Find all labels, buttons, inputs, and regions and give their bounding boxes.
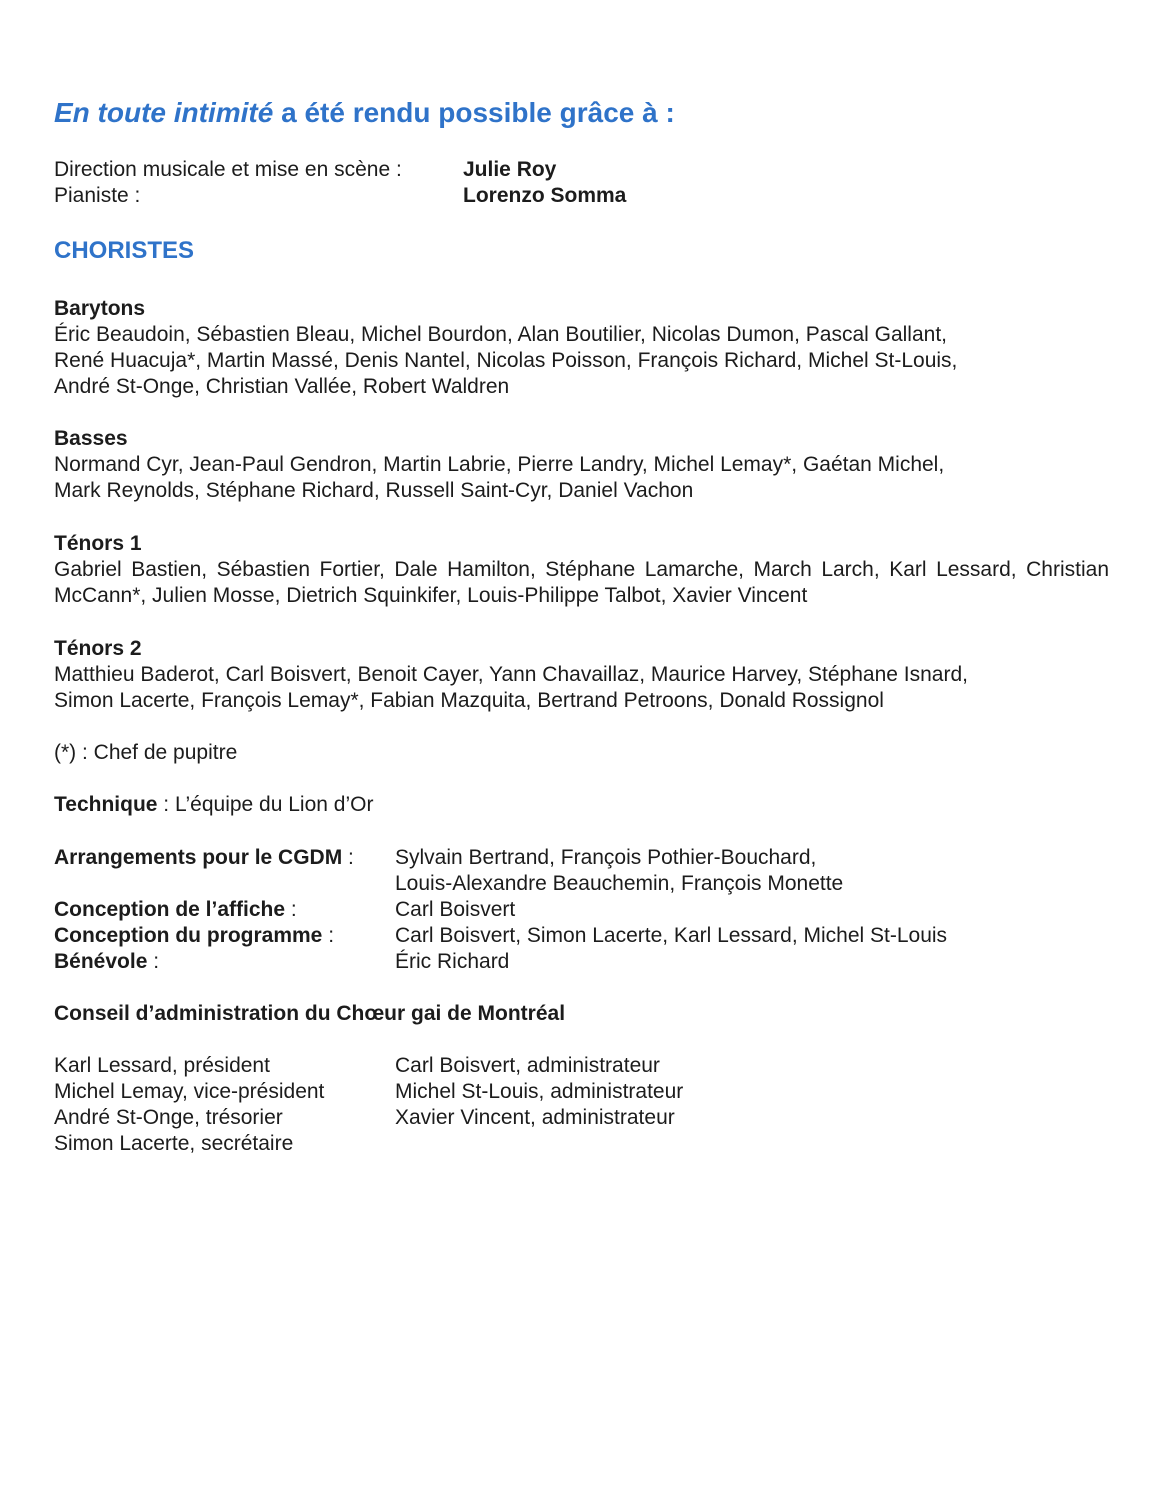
voice-title: Barytons (54, 297, 146, 320)
role-label-wrap (54, 923, 395, 949)
board-member: Xavier Vincent, administrateur (395, 1106, 675, 1129)
credit-row-pianiste (54, 183, 854, 209)
board-member: André St-Onge, trésorier (54, 1106, 283, 1129)
role-row-arrangements (54, 845, 1114, 897)
board-member: Michel Lemay, vice-président (54, 1080, 325, 1103)
voice-section-tenors-2 (54, 636, 1109, 714)
role-label-wrap (54, 845, 395, 897)
role-label: Conception du programme (54, 924, 323, 947)
credit-value: Lorenzo Somma (463, 184, 627, 207)
role-value: Carl Boisvert (395, 898, 516, 921)
technique-credit (54, 792, 373, 818)
board-member: Simon Lacerte, secrétaire (54, 1132, 294, 1155)
board-column-administrators (395, 1053, 736, 1157)
credit-row-direction (54, 157, 854, 183)
credit-label: Direction musicale et mise en scène : (54, 158, 402, 181)
voice-title: Ténors 1 (54, 532, 142, 555)
names-line: Normand Cyr, Jean-Paul Gendron, Martin Labrie, Pierre Landry, Michel Lemay*, Gaétan Michel, (54, 453, 945, 476)
section-heading-choristes: CHORISTES (54, 237, 195, 264)
role-label: Arrangements pour le CGDM (54, 846, 343, 869)
role-label-wrap (54, 897, 395, 923)
technique-label: Technique (54, 793, 158, 816)
technique-separator: : (157, 793, 175, 816)
roles-list (54, 845, 1114, 975)
names-line: Matthieu Baderot, Carl Boisvert, Benoit Cayer, Yann Chavaillaz, Maurice Harvey, Stéphane Isnard, (54, 663, 968, 686)
role-row-affiche (54, 897, 1114, 923)
credit-value: Julie Roy (463, 158, 557, 181)
board-column-officers (54, 1053, 395, 1157)
role-separator: : (147, 950, 160, 973)
role-value: Carl Boisvert, Simon Lacerte, Karl Lessard, Michel St-Louis (395, 924, 948, 947)
role-row-benevole (54, 949, 1114, 975)
voice-section-tenors-1 (54, 531, 1109, 609)
role-row-programme (54, 923, 1114, 949)
board-member: Michel St-Louis, administrateur (395, 1080, 684, 1103)
credits (54, 157, 854, 209)
role-value (395, 845, 843, 897)
names-line: André St-Onge, Christian Vallée, Robert Waldren (54, 375, 510, 398)
voice-title: Basses (54, 427, 128, 450)
board-heading: Conseil d’administration du Chœur gai de Montréal (54, 1002, 566, 1025)
role-label-wrap (54, 949, 395, 975)
names-line: Éric Beaudoin, Sébastien Bleau, Michel Bourdon, Alan Boutilier, Nicolas Dumon, Pascal Gallant, (54, 323, 947, 346)
voice-title: Ténors 2 (54, 637, 142, 660)
role-separator: : (342, 846, 354, 869)
page-title (54, 96, 675, 130)
voice-section-basses (54, 426, 1109, 504)
board-members (54, 1053, 736, 1157)
chef-de-pupitre-note: (*) : Chef de pupitre (54, 741, 238, 764)
show-title: En toute intimité (54, 97, 274, 128)
role-value-line: Louis-Alexandre Beauchemin, François Monette (395, 872, 844, 895)
role-value: Éric Richard (395, 950, 510, 973)
role-separator: : (322, 924, 335, 947)
voice-section-barytons (54, 296, 1109, 400)
names-paragraph: Gabriel Bastien, Sébastien Fortier, Dale Hamilton, Stéphane Lamarche, March Larch, Karl Lessard, Christian McCann*, Julien Mosse, Dietrich Squinkifer, Louis-Philippe Talbot, Xavier Vincent (54, 558, 1109, 607)
role-separator: : (285, 898, 297, 921)
names-line: René Huacuja*, Martin Massé, Denis Nantel, Nicolas Poisson, François Richard, Michel St-Louis, (54, 349, 958, 372)
board-member: Carl Boisvert, administrateur (395, 1054, 660, 1077)
technique-value: L’équipe du Lion d’Or (174, 793, 374, 816)
names-line: Simon Lacerte, François Lemay*, Fabian Mazquita, Bertrand Petroons, Donald Rossignol (54, 689, 884, 712)
names-line: Mark Reynolds, Stéphane Richard, Russell Saint-Cyr, Daniel Vachon (54, 479, 694, 502)
role-value-line: Sylvain Bertrand, François Pothier-Bouchard, (395, 846, 817, 869)
title-rest: a été rendu possible grâce à : (273, 97, 675, 128)
role-label: Conception de l’affiche (54, 898, 286, 921)
role-label: Bénévole (54, 950, 148, 973)
board-member: Karl Lessard, président (54, 1054, 270, 1077)
credit-label: Pianiste : (54, 184, 141, 207)
